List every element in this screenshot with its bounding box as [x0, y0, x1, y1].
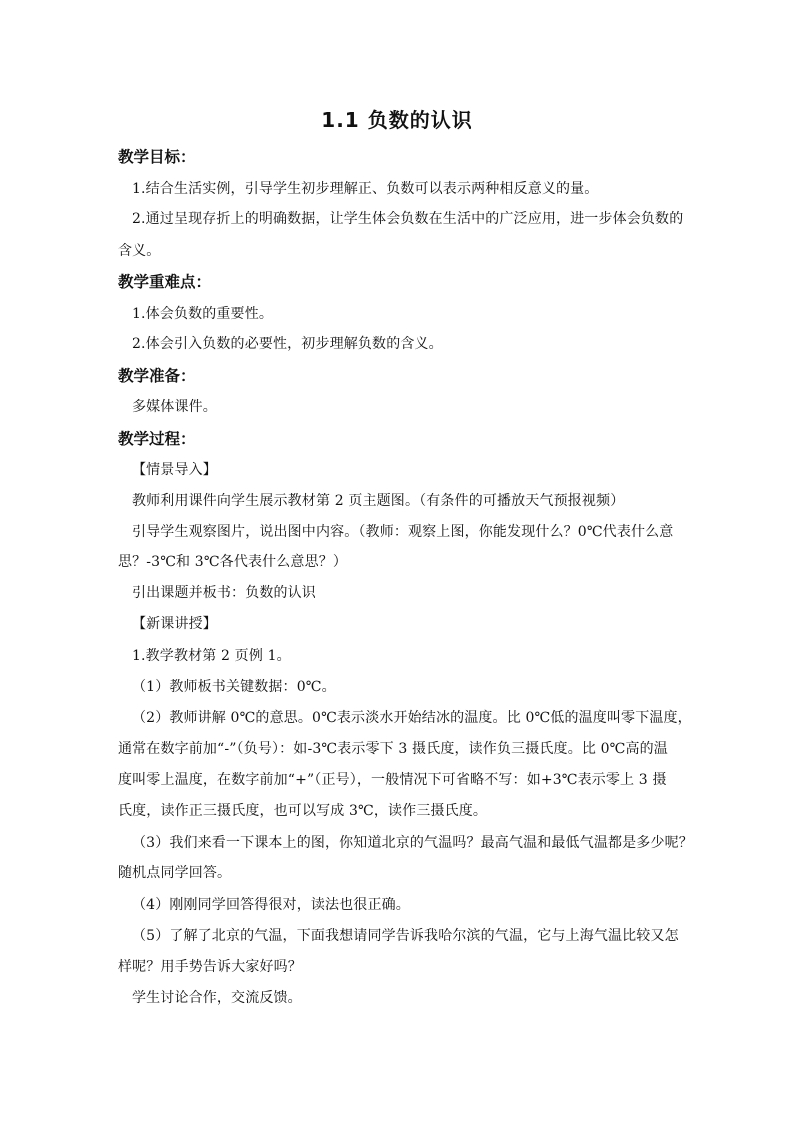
section-heading-key-points: 教学重难点： [118, 273, 212, 291]
subsection-tag-new-lesson: 【新课讲授】 [132, 616, 217, 632]
section-heading-preparation: 教学准备： [118, 367, 196, 385]
objective-line-2: 2.通过呈现存折上的明确数据，让学生体会负数在生活中的广泛应用，进一步体会负数的 [132, 211, 684, 227]
intro-line-3: 引出课题并板书：负数的认识 [132, 585, 316, 601]
lesson-line-1: 1.教学教材第 2 页例 1。 [132, 648, 291, 664]
lesson-line-3-cont-3: 氏度，读作正三摄氏度，也可以写成 3℃，读作三摄氏度。 [118, 803, 488, 819]
lesson-line-6: （5）了解了北京的气温，下面我想请同学告诉我哈尔滨的气温，它与上海气温比较又怎 [132, 928, 679, 944]
lesson-line-2: （1）教师板书关键数据：0℃。 [132, 679, 336, 695]
lesson-line-3: （2）教师讲解 0℃的意思。0℃表示淡水开始结冰的温度。比 0℃低的温度叫零下温度， [132, 710, 692, 726]
intro-line-2-cont: 思？-3℃和 3℃各代表什么意思？） [118, 554, 348, 570]
key-point-line-1: 1.体会负数的重要性。 [132, 306, 274, 322]
subsection-tag-intro: 【情景导入】 [132, 462, 217, 478]
objective-line-2-cont: 含义。 [118, 243, 161, 259]
lesson-line-7: 学生讨论合作，交流反馈。 [132, 990, 302, 1006]
lesson-line-6-cont: 样呢？用手势告诉大家好吗？ [118, 959, 302, 975]
lesson-line-4: （3）我们来看一下课本上的图，你知道北京的气温吗？最高气温和最低气温都是多少呢？ [132, 835, 693, 851]
objective-line-1: 1.结合生活实例，引导学生初步理解正、负数可以表示两种相反意义的量。 [132, 181, 599, 197]
page-title: 1.1 负数的认识 [321, 108, 473, 132]
intro-line-1: 教师利用课件向学生展示教材第 2 页主题图。（有条件的可播放天气预报视频） [132, 493, 625, 509]
section-heading-objectives: 教学目标： [118, 148, 196, 166]
lesson-line-3-cont-2: 度叫零上温度，在数字前加“+”（正号），一般情况下可省略不写：如+3℃表示零上 3 摄 [118, 772, 667, 788]
lesson-line-3-cont-1: 通常在数字前加“-”（负号）：如-3℃表示零下 3 摄氏度，读作负三摄氏度。比 0℃高的温 [118, 741, 668, 757]
preparation-line-1: 多媒体课件。 [132, 399, 217, 415]
key-point-line-2: 2.体会引入负数的必要性，初步理解负数的含义。 [132, 336, 443, 352]
section-heading-process: 教学过程： [118, 430, 196, 448]
lesson-line-4-cont: 随机点同学回答。 [118, 865, 232, 881]
lesson-line-5: （4）刚刚同学回答得很对，读法也很正确。 [132, 897, 410, 913]
intro-line-2: 引导学生观察图片，说出图中内容。（教师：观察上图，你能发现什么？0℃代表什么意 [132, 524, 674, 540]
